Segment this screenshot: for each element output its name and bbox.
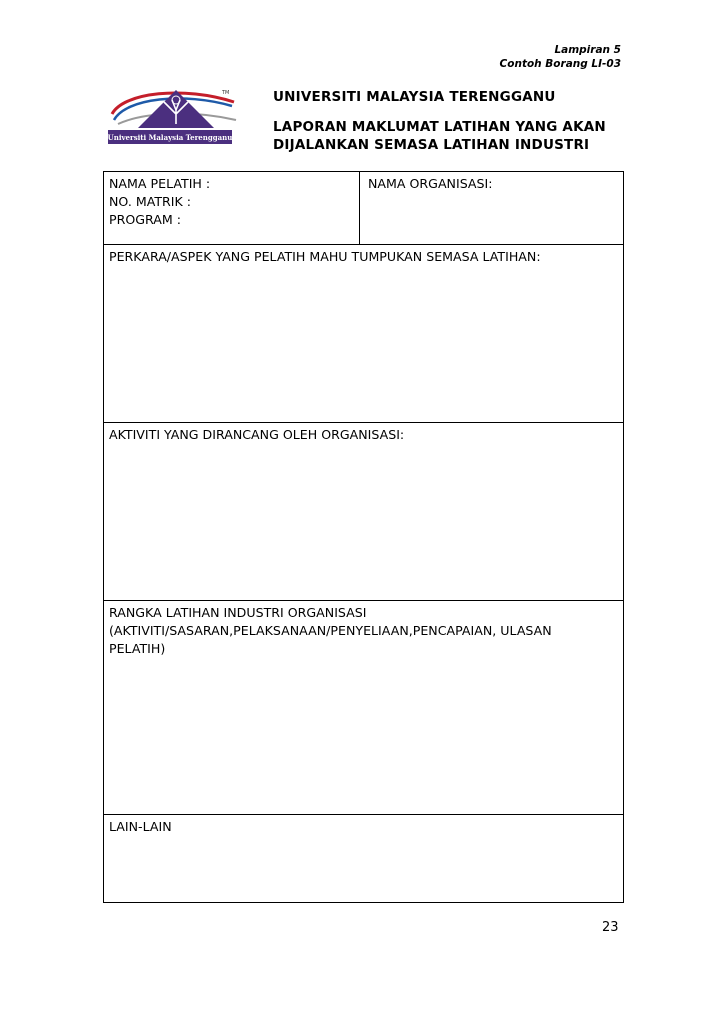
training-framework-label-1: RANGKA LATIHAN INDUSTRI ORGANISASI [109,605,367,620]
planned-activities-label: AKTIVITI YANG DIRANCANG OLEH ORGANISASI: [109,427,405,442]
organisation-name-label: NAMA ORGANISASI: [368,176,493,191]
university-name: UNIVERSITI MALAYSIA TERENGGANU [273,89,556,105]
training-framework-label-2: (AKTIVITI/SASARAN,PELAKSANAAN/PENYELIAAN,PENCAPAIAN, ULASAN [109,623,552,638]
logo-graphic [104,84,244,150]
others-label: LAIN-LAIN [109,819,172,834]
program-label: PROGRAM : [109,212,181,227]
document-title-line2: DIJALANKAN SEMASA LATIHAN INDUSTRI [273,137,590,153]
page-number: 23 [602,920,619,935]
trainee-info-row [104,172,623,244]
others-section[interactable] [104,814,623,902]
attachment-label [500,43,621,71]
planned-activities-section[interactable] [104,422,623,600]
university-logo [104,84,244,150]
training-framework-section[interactable] [104,600,623,814]
document-title-line1: LAPORAN MAKLUMAT LATIHAN YANG AKAN [273,119,606,135]
logo-text: Universiti Malaysia Terengganu [107,133,233,142]
matric-number-label: NO. MATRIK : [109,194,191,209]
training-framework-label-3: PELATIH) [109,641,166,656]
logo-trademark: TM [222,90,230,96]
form-code: Contoh Borang LI-03 [499,58,621,70]
document-header [273,88,606,154]
organisation-cell[interactable] [360,172,623,244]
lampiran-number: Lampiran 5 [554,44,621,56]
training-info-form [103,171,624,903]
trainee-name-label: NAMA PELATIH : [109,176,211,191]
focus-aspects-label: PERKARA/ASPEK YANG PELATIH MAHU TUMPUKAN SEMASA LATIHAN: [109,249,541,264]
trainee-details-cell[interactable] [104,172,360,244]
focus-aspects-section[interactable] [104,244,623,422]
